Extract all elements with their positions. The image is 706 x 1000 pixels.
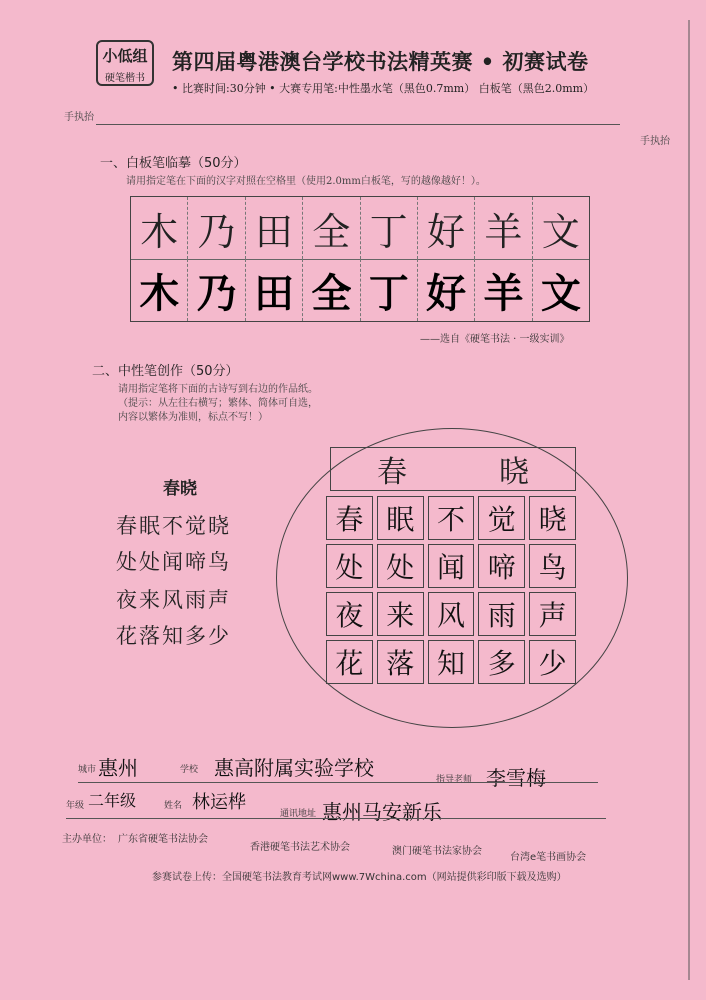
model-cell: 木: [131, 197, 188, 259]
handwritten-grid: [326, 496, 576, 688]
grade-value: 二年级: [88, 791, 137, 810]
section2-note-1: 请用指定笔将下面的古诗写到右边的作品纸。: [118, 384, 318, 395]
model-cell: 田: [246, 197, 303, 259]
right-corner-note: 手执抬: [640, 136, 670, 147]
hw-cell: 少: [529, 640, 576, 684]
hw-cell: 雨: [478, 592, 525, 636]
hw-cell: 知: [428, 640, 475, 684]
model-cell: 乃: [188, 197, 245, 259]
hw-cell: 声: [529, 592, 576, 636]
hw-cell: 夜: [326, 592, 373, 636]
handwritten-title-char: 晓: [499, 455, 529, 490]
handwritten-title-char: 春: [377, 455, 407, 490]
info-line-2: [66, 818, 606, 819]
grade-label: 年级: [66, 801, 85, 811]
organizer: 广东省硬笔书法协会: [118, 834, 208, 845]
poem-line: 花落知多少: [116, 624, 231, 648]
hw-cell: 晓: [529, 496, 576, 540]
hw-cell: 处: [377, 544, 424, 588]
hw-cell: 闻: [428, 544, 475, 588]
model-cell: 好: [418, 197, 475, 259]
section1-source: ——选自《硬笔书法 · 一级实训》: [420, 334, 570, 345]
organizer: 澳门硬笔书法家协会: [392, 846, 482, 857]
copied-cell: 乃: [188, 259, 245, 321]
copied-cell: 好: [418, 259, 475, 321]
page-subtitle: • 比赛时间:30分钟 • 大赛专用笔:中性墨水笔（黑色0.7mm） 白板笔（黑色2.0mm）: [172, 82, 595, 95]
name-label: 姓名: [164, 801, 183, 811]
school-label: 学校: [180, 765, 199, 775]
copied-row: [131, 259, 589, 321]
model-cell: 丁: [361, 197, 418, 259]
city-label: 城市: [78, 765, 97, 775]
group-badge: [96, 40, 154, 86]
poem-title: 春晓: [163, 479, 197, 499]
group-label: 小低组: [102, 47, 148, 65]
teacher-label: 指导老师: [436, 775, 473, 785]
hw-cell: 不: [428, 496, 475, 540]
hw-row: [326, 592, 576, 636]
hw-cell: 春: [326, 496, 373, 540]
copied-cell: 全: [303, 259, 360, 321]
poem-line: 夜来风雨声: [116, 588, 231, 612]
hw-cell: 鸟: [529, 544, 576, 588]
hw-cell: 啼: [478, 544, 525, 588]
name-value: 林运桦: [192, 792, 246, 813]
poem-line: 处处闻啼鸟: [116, 550, 231, 574]
copied-cell: 羊: [475, 259, 532, 321]
model-cell: 羊: [475, 197, 532, 259]
model-cell: 文: [541, 209, 580, 254]
school-value: 惠高附属实验学校: [214, 756, 374, 780]
teacher-value: 李雪梅: [486, 766, 546, 790]
city-value: 惠州: [98, 756, 138, 780]
hw-row: [326, 496, 576, 540]
hw-cell: 风: [428, 592, 475, 636]
copied-cell: 田: [246, 259, 303, 321]
address-label: 通讯地址: [280, 809, 317, 819]
header-rule: [96, 124, 620, 125]
hw-cell: 多: [478, 640, 525, 684]
section2-note-2: （提示：从左往右横写；繁体、简体可自选，: [118, 398, 318, 409]
group-sub: 硬笔楷书: [105, 73, 145, 84]
hw-cell: 落: [377, 640, 424, 684]
organizer: 台湾e笔书画协会: [510, 852, 587, 863]
hw-cell: 觉: [478, 496, 525, 540]
hw-row: [326, 544, 576, 588]
page-title: 第四届粤港澳台学校书法精英赛 • 初赛试卷: [172, 49, 589, 74]
hw-cell: 花: [326, 640, 373, 684]
organizer: 香港硬笔书法艺术协会: [250, 842, 350, 853]
info-line-1: [78, 782, 598, 783]
scan-edge: [688, 20, 690, 980]
hw-cell: 来: [377, 592, 424, 636]
copied-cell: 文: [540, 270, 581, 317]
section2-note-3: 内容以繁体为准则，标点不写！）: [118, 412, 268, 423]
hw-row: [326, 640, 576, 684]
copied-cell: 丁: [361, 259, 418, 321]
section2-heading: 二、中性笔创作（50分）: [92, 364, 239, 379]
handwritten-title-box: [330, 447, 576, 491]
poem-line: 春眠不觉晓: [116, 514, 231, 538]
copy-grid: [130, 196, 590, 322]
left-corner-note: 手执抬: [64, 112, 94, 123]
hw-cell: 处: [326, 544, 373, 588]
copied-cell: 木: [131, 259, 188, 321]
section1-heading: 一、白板笔临摹（50分）: [100, 156, 247, 171]
section1-instruction: 请用指定笔在下面的汉字对照在空格里（使用2.0mm白板笔，写的越像越好！）。: [126, 176, 486, 187]
model-cell: 全: [303, 197, 360, 259]
address-value: 惠州马安新乐: [322, 800, 442, 824]
hw-cell: 眠: [377, 496, 424, 540]
organizers-label: 主办单位：: [62, 834, 112, 845]
upload-note: 参赛试卷上传：全国硬笔书法教育考试网www.7Wchina.com（网站提供彩印版下载及选购）: [152, 872, 567, 883]
model-row: [131, 197, 589, 260]
